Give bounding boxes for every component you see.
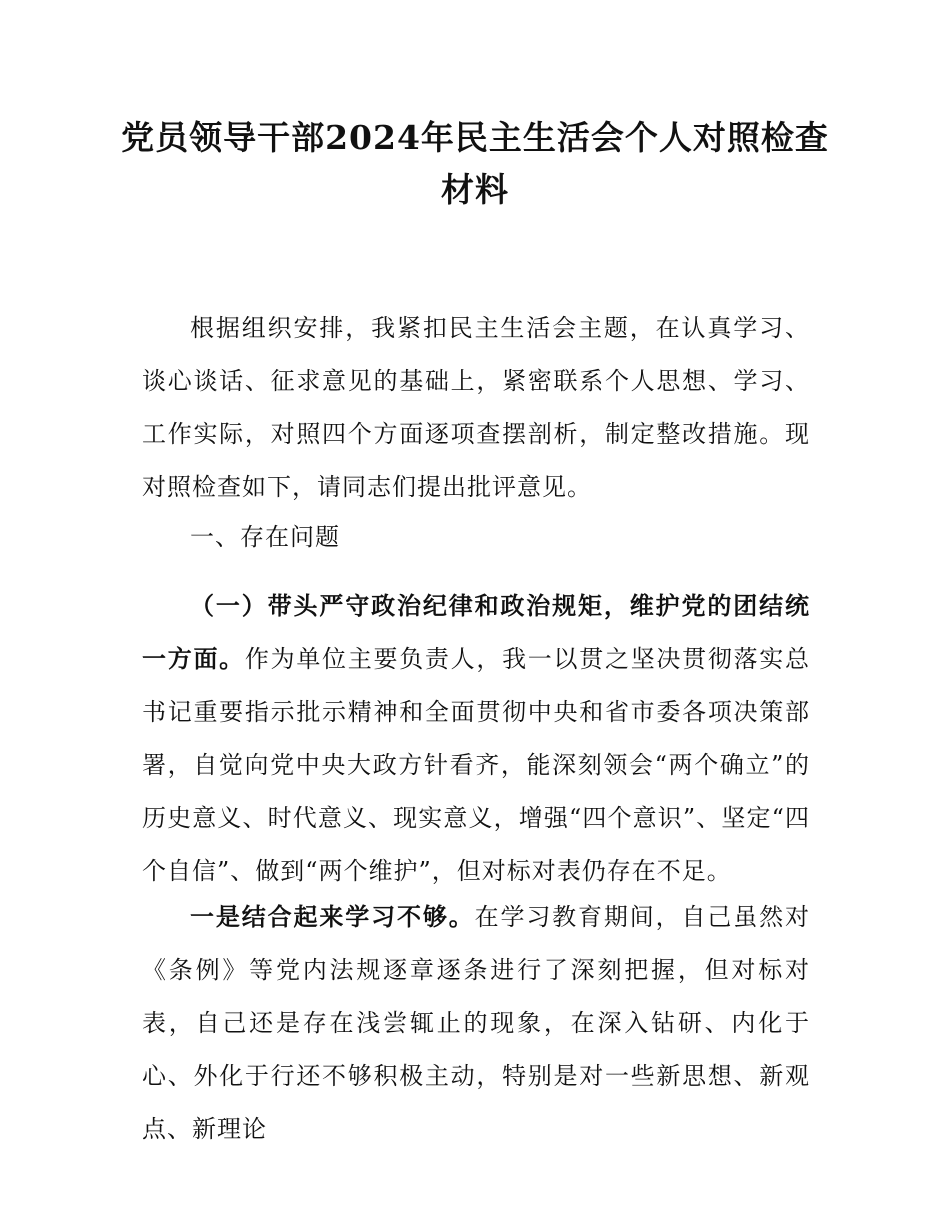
subsection-paragraph — [142, 580, 810, 898]
point-paragraph — [142, 891, 810, 1156]
subsection-body: 作为单位主要负责人，我一以贯之坚决贯彻落实总书记重要指示批示精神和全面贯彻中央和省市委各项决策部署，自觉向党中央大政方针看齐，能深刻领会“两个确立”的历史意义、时代意义、现实意义，增强“四个意识”、坚定“四个自信”、做到“两个维护”，但对标对表仍存在不足。 — [142, 645, 811, 885]
point-body: 在学习教育期间，自己虽然对《条例》等党内法规逐章逐条进行了深刻把握，但对标对表，自己还是存在浅尝辄止的现象，在深入钻研、内化于心、外化于行还不够积极主动，特别是对一些新思想、新观点、新理论 — [142, 903, 811, 1143]
section-heading: 一、存在问题 — [190, 523, 340, 551]
point-lead: 一是结合起来学习不够。 — [190, 903, 475, 931]
subsection-lead: （一）带头严守政治纪律和政治规矩，维护党的团结统一方面。 — [142, 592, 810, 673]
document-title: 党员领导干部2024年民主生活会个人对照检查材料 — [121, 118, 829, 209]
intro-paragraph: 根据组织安排，我紧扣民主生活会主题，在认真学习、谈心谈话、征求意见的基础上，紧密联系个人思想、学习、工作实际，对照四个方面逐项查摆剖析，制定整改措施。现对照检查如下，请同志们提出批评意见。 — [142, 314, 810, 501]
